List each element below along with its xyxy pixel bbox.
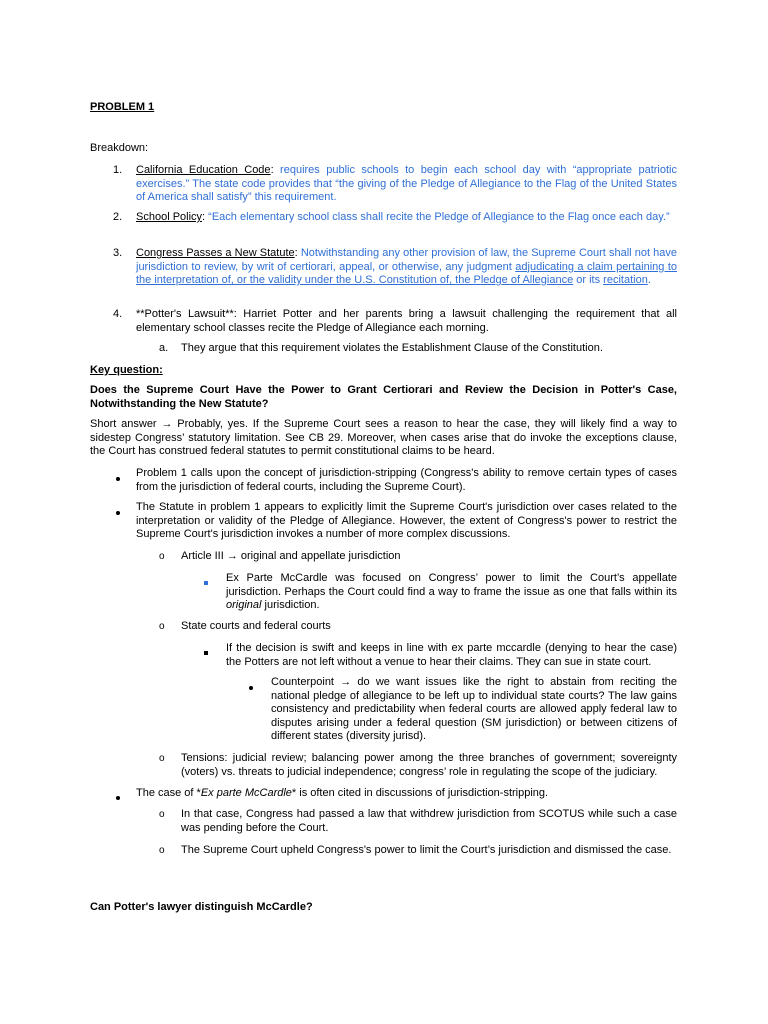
square-bullet-icon bbox=[204, 576, 208, 590]
text-segment: jurisdiction. bbox=[261, 599, 320, 611]
sub-bullet-item: State courts and federal courts bbox=[181, 620, 331, 632]
list-number: 3. bbox=[113, 247, 123, 259]
text-segment: The case of * bbox=[136, 787, 201, 799]
item-text: Notwithstanding any other provision of law, the Supreme Court shall not have jurisdiction to review, by writ of certiorari, appeal, or otherwise, any judgment bbox=[136, 247, 678, 273]
circle-bullet-icon: o bbox=[159, 753, 165, 764]
breakdown-label: Breakdown: bbox=[90, 142, 149, 154]
bullet-icon bbox=[249, 681, 253, 695]
bullet-item: Problem 1 calls upon the concept of jurisdiction-stripping (Congress's ability to remove certain types of cases from the jurisdiction of federal courts, including the Supreme Court). bbox=[136, 467, 677, 493]
list-item bbox=[136, 247, 677, 288]
sub-sub-bullet-item bbox=[226, 572, 677, 613]
key-question-label: Key question: bbox=[90, 364, 163, 376]
list-item bbox=[136, 164, 677, 205]
bullet-item: The Statute in problem 1 appears to explicitly limit the Supreme Court's jurisdiction over cases related to the interpretation or validity of the Pledge of Allegiance. However, the extent of Congress's power to restrict the Supreme Court's jurisdiction invokes a number of more complex discussions. bbox=[136, 501, 677, 540]
square-bullet-icon bbox=[204, 646, 208, 660]
item-separator: : bbox=[202, 211, 206, 223]
list-number: 2. bbox=[113, 211, 123, 223]
text-italic: Ex parte McCardle bbox=[200, 787, 292, 799]
circle-bullet-icon: o bbox=[159, 621, 165, 632]
text-italic: original bbox=[226, 599, 262, 611]
list-number: 1. bbox=[113, 164, 123, 176]
bullet-icon bbox=[116, 506, 120, 520]
list-number: 4. bbox=[113, 308, 123, 320]
key-question: Does the Supreme Court Have the Power to Grant Certiorari and Review the Decision in Potter's Case, Notwithstanding the New Statute? bbox=[90, 384, 677, 410]
page-title: PROBLEM 1 bbox=[90, 101, 155, 113]
link-adjudicating-claim[interactable]: adjudicating a claim pertaining to the interpretation of, or the validity under the U.S. Constitution of, the Pledge of Allegiance bbox=[136, 260, 677, 286]
sub-sub-bullet-item: If the decision is swift and keeps in line with ex parte mccardle (denying to hear the case) the Potters are not left without a venue to hear their claims. They can sue in state court. bbox=[226, 642, 677, 668]
sub-bullet-item: The Supreme Court upheld Congress's power to limit the Court’s jurisdiction and dismissed the case. bbox=[181, 844, 672, 856]
sub-list-item: They argue that this requirement violates the Establishment Clause of the Constitution. bbox=[181, 342, 603, 354]
sub-bullet-item: In that case, Congress had passed a law that withdrew jurisdiction from SCOTUS while such a case was pending before the Court. bbox=[181, 808, 677, 834]
item-heading: Congress Passes a New Statute bbox=[136, 247, 295, 259]
sub-bullet-item: Article III → original and appellate jurisdiction bbox=[181, 550, 401, 562]
deep-bullet-item: Counterpoint → do we want issues like the right to abstain from reciting the national pledge of allegiance to be left up to individual state courts? The law gains consistency and predictability when federal courts are allowed apply federal law to disputes arising under a federal question (SM jurisdiction) or between citizens of different states (diversity jurisd). bbox=[271, 676, 677, 742]
final-question: Can Potter's lawyer distinguish McCardle? bbox=[90, 901, 313, 913]
item-heading: California Education Code bbox=[136, 164, 271, 176]
item-separator: : bbox=[294, 247, 298, 259]
bullet-icon bbox=[116, 472, 120, 486]
item-separator: : bbox=[270, 164, 274, 176]
circle-bullet-icon: o bbox=[159, 845, 165, 856]
bullet-item bbox=[136, 787, 677, 801]
circle-bullet-icon: o bbox=[159, 809, 165, 820]
link-recitation[interactable]: recitation bbox=[603, 274, 648, 286]
text-segment: * is often cited in discussions of jurisdiction-stripping. bbox=[291, 787, 549, 799]
bullet-icon bbox=[116, 791, 120, 805]
list-item: **Potter's Lawsuit**: Harriet Potter and her parents bring a lawsuit challenging the requirement that all elementary school classes recite the Pledge of Allegiance each morning. bbox=[136, 308, 677, 334]
sub-bullet-item: Tensions: judicial review; balancing power among the three branches of government; sovereignty (voters) vs. threats to judicial independence; congress’ role in regulating the scope of the judiciary. bbox=[181, 752, 677, 778]
item-text-end: . bbox=[647, 274, 651, 286]
item-text-mid: or its bbox=[573, 274, 604, 286]
list-item bbox=[136, 211, 677, 225]
short-answer: Short answer → Probably, yes. If the Supreme Court sees a reason to hear the case, they will likely find a way to sidestep Congress’ statutory limitation. See CB 29. Moreover, when cases arise that do invoke the exceptions clause, the Court has construed federal statutes to permit constitutional claims to be heard. bbox=[90, 418, 677, 457]
item-text: “Each elementary school class shall recite the Pledge of Allegiance to the Flag once each day.” bbox=[205, 211, 670, 223]
text-segment: Ex Parte McCardle was focused on Congress’ power to limit the Court’s appellate jurisdiction. Perhaps the Court could find a way to frame the issue as one that falls within its bbox=[226, 572, 677, 598]
circle-bullet-icon: o bbox=[159, 551, 165, 562]
item-heading: School Policy bbox=[136, 211, 203, 223]
item-text: requires public schools to begin each school day with “appropriate patriotic exercises.” The state code provides that “the giving of the Pledge of Allegiance to the Flag of the United States of America shall satisfy” this requirement. bbox=[136, 164, 677, 203]
sub-list-letter: a. bbox=[159, 342, 169, 354]
